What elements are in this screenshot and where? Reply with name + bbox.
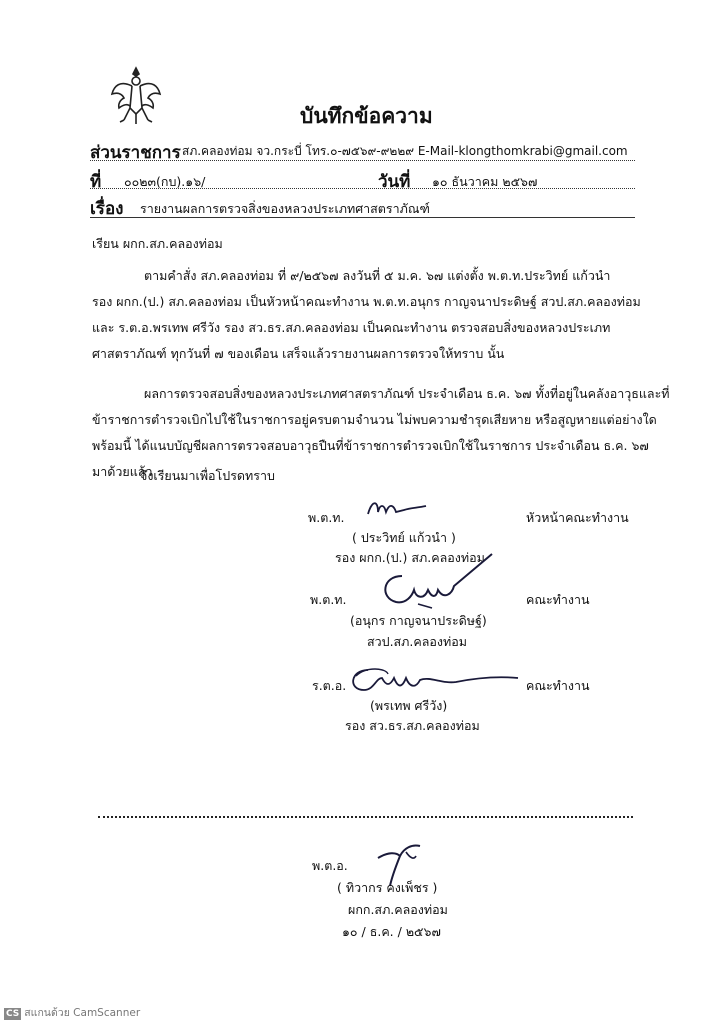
memo-title: บันทึกข้อความ	[300, 104, 433, 128]
signer-role: คณะทำงาน	[526, 592, 590, 607]
paragraph-line: พร้อมนี้ ได้แนบบัญชีผลการตรวจสอบอาวุธปืนที่ข้าราชการตำรวจเบิกใช้ในราชการ ประจำเดือน ธ.ค. ๖๗	[92, 438, 649, 453]
approval-date: ๑๐ / ธ.ค. / ๒๕๖๗	[342, 924, 441, 939]
ref-label: ที่	[90, 172, 102, 192]
paragraph-line: รอง ผกก.(ป.) สภ.คลองท่อม เป็นหัวหน้าคณะทำงาน พ.ต.ท.อนุกร กาญจนาประดิษฐ์ สวป.สภ.คลองท่อม	[92, 294, 641, 309]
signature-icon	[372, 546, 502, 612]
date-value: ๑๐ ธันวาคม ๒๕๖๗	[432, 174, 538, 189]
date-label: วันที่	[378, 172, 411, 192]
agency-label: ส่วนราชการ	[90, 143, 181, 163]
camscanner-logo-icon: CS	[6, 1009, 20, 1019]
subject-rule	[90, 217, 635, 218]
signer-name: ( ประวิทย์ แก้วนำ )	[352, 530, 456, 545]
subject-label: เรื่อง	[90, 199, 124, 219]
signer-name: (พรเทพ ศรีวัง)	[370, 698, 448, 713]
signer-position: รอง สว.ธร.สภ.คลองท่อม	[345, 718, 480, 733]
paragraph-line: ศาสตราภัณฑ์ ทุกวันที่ ๗ ของเดือน เสร็จแล้วรายงานผลการตรวจให้ทราบ นั้น	[92, 346, 505, 361]
signer-rank: พ.ต.ท.	[308, 510, 345, 525]
paragraph-line: ตามคำสั่ง สภ.คลองท่อม ที่ ๙/๒๕๖๗ ลงวันที่ ๕ ม.ค. ๖๗ แต่งตั้ง พ.ต.ท.ประวิทย์ แก้วนำ	[144, 268, 611, 283]
agency-value: สภ.คลองท่อม จว.กระบี่ โทร.๐-๗๕๖๙-๙๒๒๙ E-Mail-klongthomkrabi@gmail.com	[182, 144, 628, 158]
separator-dotted-line	[98, 816, 633, 818]
header-rule	[90, 160, 635, 161]
camscanner-watermark	[4, 1004, 140, 1021]
subject-value: รายงานผลการตรวจสิ่งของหลวงประเภทศาสตราภัณฑ์	[140, 201, 430, 216]
approver-rank: พ.ต.อ.	[312, 858, 348, 873]
camscanner-text: สแกนด้วย CamScanner	[24, 1007, 141, 1019]
signer-rank: ร.ต.อ.	[312, 678, 347, 693]
signer-position: สวป.สภ.คลองท่อม	[367, 634, 468, 649]
paragraph-line: ผลการตรวจสอบสิ่งของหลวงประเภทศาสตราภัณฑ์ ประจำเดือน ธ.ค. ๖๗ ทั้งที่อยู่ในคลังอาวุธและที่	[144, 386, 670, 401]
signer-name: (อนุกร กาญจนาประดิษฐ์)	[350, 613, 487, 628]
signature-icon	[364, 494, 434, 522]
signer-rank: พ.ต.ท.	[310, 592, 347, 607]
approver-position: ผกก.สภ.คลองท่อม	[348, 902, 448, 917]
signer-role: คณะทำงาน	[526, 678, 590, 693]
paragraph-line: ข้าราชการตำรวจเบิกไปใช้ในราชการอยู่ครบตามจำนวน ไม่พบความชำรุดเสียหาย หรือสูญหายแต่อย่างใด	[92, 412, 657, 427]
closing: จึงเรียนมาเพื่อโปรดทราบ	[140, 468, 275, 483]
garuda-emblem-icon	[110, 64, 162, 126]
approver-name: ( ทิวากร คงเพ็ชร )	[337, 880, 438, 895]
signer-role: หัวหน้าคณะทำงาน	[526, 510, 629, 525]
paragraph-line: และ ร.ต.อ.พรเทพ ศรีวัง รอง สว.ธร.สภ.คลองท่อม เป็นคณะทำงาน ตรวจสอบสิ่งของหลวงประเภท	[92, 320, 611, 335]
signer-position: รอง ผกก.(ป.) สภ.คลองท่อม	[335, 550, 485, 565]
ref-value: ๐๐๒๓(กบ).๑๖/	[124, 174, 206, 189]
signature-icon	[346, 662, 522, 698]
salutation: เรียน ผกก.สภ.คลองท่อม	[92, 236, 223, 251]
paragraph-line: มาด้วยแล้ว	[92, 464, 153, 479]
header-rule	[90, 188, 635, 189]
